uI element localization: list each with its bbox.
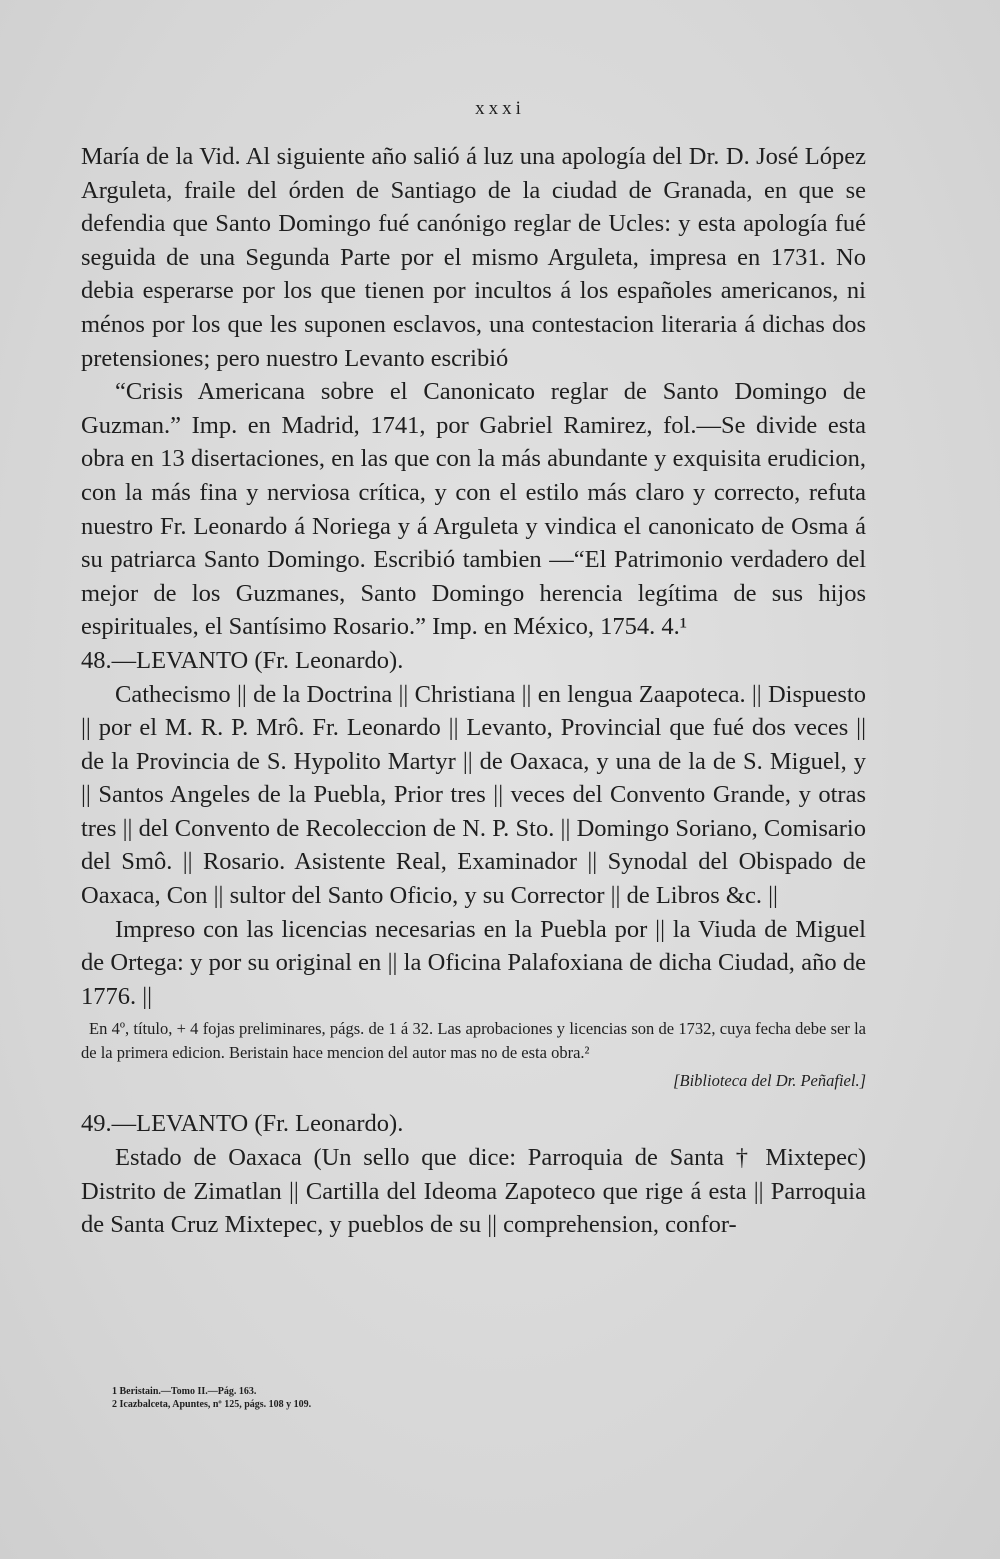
bibliography-entry-48 <box>81 644 866 1094</box>
entry-48-imprint: Impreso con las licencias necesarias en la Puebla por || la Viuda de Miguel de Ortega: y por su original en || la Oficina Palafoxiana de dicha Ciudad, año de 1776. || <box>81 915 866 1010</box>
entry-48-source: [Biblioteca del Dr. Peñafiel.] <box>673 1071 866 1091</box>
paragraph-crisis-americana: “Crisis Americana sobre el Canonicato reglar de Santo Domingo de Guzman.” Imp. en Madrid, 1741, por Gabriel Ramirez, fol.—Se divide esta obra en 13 disertaciones, en las que con la más abundante y exquisita erudicion, con la más fina y nerviosa crítica, y con el estilo más claro y correcto, refuta nuestro Fr. Leonardo á Noriega y á Arguleta y vindica el canonicato de Osma á su patriarca Santo Domingo. Escribió tambien —“El Patrimonio verdadero del mejor de los Guzmanes, Santo Domingo herencia legítima de sus hijos espirituales, el Santísimo Rosario.” Imp. en México, 1754. 4.¹ <box>81 378 866 641</box>
entry-49-title: Estado de Oaxaca (Un sello que dice: Parroquia de Santa † Mixtepec) Distrito de Zimatlan || Cartilla del Ideoma Zapoteco que rige á esta || Parroquia de Santa Cruz Mixtepec, y pueblos de su || comprehension, confor- <box>81 1144 866 1239</box>
footnotes <box>112 1385 812 1411</box>
entry-48-heading: 48.—LEVANTO (Fr. Leonardo). <box>81 646 404 674</box>
page-number: xxxi <box>475 98 525 119</box>
paragraph-intro: María de la Vid. Al siguiente año salió á luz una apología del Dr. D. José López Arguleta, fraile del órden de Santiago de la ciudad de Granada, en que se defendia que Santo Domingo fué canónigo reglar de Ucles: y esta apología fué seguida de una Segunda Parte por el mismo Arguleta, impresa en 1731. No debia esperarse por los que tienen por incultos á los españoles americanos, ni ménos por los que les suponen esclavos, una contestacion literaria á dichas dos pretensiones; pero nuestro Levanto escribió <box>81 143 866 372</box>
entry-48-note: En 4º, título, + 4 fojas preliminares, págs. de 1 á 32. Las aprobaciones y licencias son de 1732, cuya fecha debe ser la de la primera edicion. Beristain hace mencion del autor mas no de esta obra.² <box>81 1019 866 1063</box>
footnote-1: 1 Beristain.—Tomo II.—Pág. 163. <box>112 1386 257 1397</box>
footnote-2: 2 Icazbalceta, Apuntes, nº 125, págs. 108 y 109. <box>112 1399 312 1410</box>
page-body <box>81 140 866 1242</box>
bibliography-entry-49 <box>81 1107 866 1241</box>
entry-48-title: Cathecismo || de la Doctrina || Christiana || en lengua Zaapoteca. || Dispuesto || por el M. R. P. Mrô. Fr. Leonardo || Levanto, Provincial que fué dos veces || de la Provincia de S. Hypolito Martyr || de Oaxaca, y una de la de S. Miguel, y || Santos Angeles de la Puebla, Prior tres || veces del Convento Grande, y otras tres || del Convento de Recoleccion de N. P. Sto. || Domingo Soriano, Comisario del Smô. || Rosario. Asistente Real, Examinador || Synodal del Obispado de Oaxaca, Con || sultor del Santo Oficio, y su Corrector || de Libros &c. || <box>81 680 866 910</box>
entry-49-heading: 49.—LEVANTO (Fr. Leonardo). <box>81 1110 404 1138</box>
